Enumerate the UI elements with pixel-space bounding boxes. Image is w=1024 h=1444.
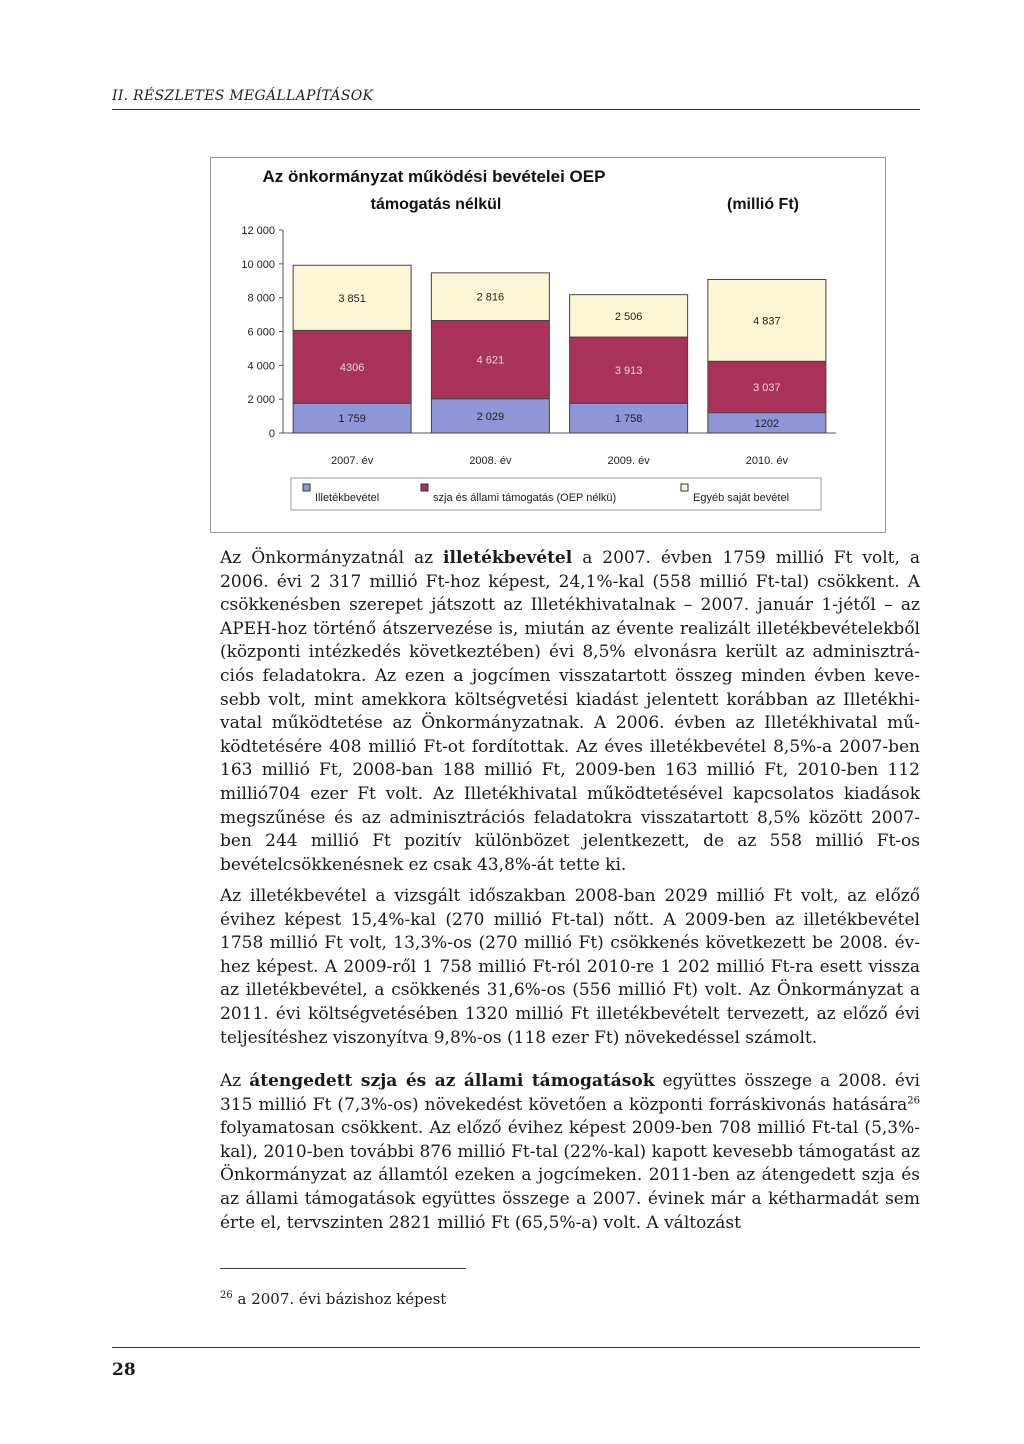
p1-pre: Az Önkormányzatnál az	[220, 548, 444, 568]
x-tick-label: 2009. év	[607, 455, 650, 467]
legend-entry: Illetékbevétel	[315, 492, 380, 504]
p3-post: folyamatosan csökkent. Az előző évihez képest 2009-ben 708 millió Ft-tal (5,3%-kal), 2010-ben további 876 millió Ft-tal (22%-kal) kapott kevesebb támogatást az Önkormányzat az államtól ezeken a jogcímeken. 2011-ben az átengedett szja és az állami támogatások együttes összege a 2007. évinek már a kétharmadát sem érte el, tervszinten 2821 millió Ft (65,5%-a) volt. A változást	[220, 1118, 920, 1233]
legend-swatch	[681, 484, 688, 491]
footnote	[220, 1290, 446, 1308]
legend-swatch	[303, 484, 310, 491]
y-tick-label: 0	[268, 428, 275, 440]
p3-mid: együttes összege a 2008. évi 315 millió Ft (7,3%-os) növekedést követően a központi forráskivonás hatására	[220, 1071, 920, 1115]
data-label: 4 837	[753, 315, 781, 328]
y-tick-label: 6 000	[247, 326, 275, 339]
chart-unit-label: (millió Ft)	[727, 196, 799, 213]
legend-swatch	[421, 484, 428, 491]
paragraph-illetekbevetel	[220, 547, 920, 877]
paragraph-illetekbevetel-trend: Az illetékbevétel a vizsgált időszakban 2008-ban 2029 millió Ft volt, az előző évihez képest 15,4%-kal (270 millió Ft-tal) nőtt. A 2009-ben az illetékbevétel 1758 millió Ft volt, 13,3%-os (270 millió Ft) csökkenés következett be 2008. évhez képest. A 2009-ről 1 758 millió Ft-ról 2010-re 1 202 millió Ft-ra esett vissza az illetékbevétel, a csökkenés 31,6%-os (556 millió Ft) volt. Az Önkormányzat a 2011. évi költségvetésében 1320 millió Ft illetékbevételt tervezett, az előző évi teljesítéshez viszonyítva 9,8%-os (118 ezer Ft) növekedéssel számolt.	[220, 886, 920, 1048]
footnote-number: 26	[220, 1290, 233, 1301]
x-tick-label: 2010. év	[745, 455, 788, 467]
data-label: 1202	[754, 417, 780, 430]
footer-rule	[112, 1347, 920, 1348]
data-label: 3 913	[614, 365, 643, 378]
p1-bold: illetékbevétel	[443, 548, 573, 568]
paragraph-szja	[220, 1070, 920, 1235]
header-rule	[112, 109, 920, 110]
p3-pre: Az	[220, 1071, 250, 1091]
y-tick-label: 4 000	[247, 360, 275, 373]
data-label: 2 029	[476, 410, 505, 423]
data-label: 3 037	[753, 381, 781, 394]
data-label: 2 816	[476, 291, 505, 304]
footnote-rule	[220, 1268, 466, 1269]
y-tick-label: 10 000	[241, 258, 275, 271]
data-label: 4306	[339, 361, 365, 374]
y-tick-label: 12 000	[241, 225, 275, 237]
data-label: 4 621	[476, 354, 505, 367]
data-label: 3 851	[338, 292, 366, 305]
data-label: 1 758	[614, 413, 643, 426]
page-number: 28	[112, 1360, 136, 1380]
y-tick-label: 8 000	[247, 292, 275, 305]
data-label: 1 759	[338, 413, 366, 426]
chart-title-line2: támogatás nélkül	[370, 196, 502, 213]
legend-entry: szja és állami támogatás (OEP nélkü)	[433, 492, 617, 504]
running-header: II. RÉSZLETES MEGÁLLAPÍTÁSOK	[112, 88, 374, 104]
footnote-text: a 2007. évi bázishoz képest	[232, 1290, 447, 1308]
chart-frame	[210, 157, 886, 533]
x-tick-label: 2007. év	[331, 455, 374, 467]
revenue-chart	[211, 158, 887, 534]
footnote-ref[interactable]: 26	[907, 1094, 920, 1106]
legend-entry: Egyéb saját bevétel	[693, 492, 790, 504]
p1-post: a 2007. évben 1759 millió Ft volt, a 2006. évi 2 317 millió Ft-hoz képest, 24,1%-kal (558 millió Ft-tal) csökkent. A csökkenésben szerepet játszott az Illetékhivatalnak – 2007. január 1-jétől – az APEH-hoz történő átszervezése is, miután az évente realizált illetékbevételekből (központi intézkedés következtében) évi 8,5% elvonásra került az adminisztrációs feladatokra. Az ezen a jogcímen visszatartott összeg minden évben kevesebb volt, mint amekkora költségvetési kiadást jelentett korábban az Illetékhivatal működtetése az Önkormányzatnak. A 2006. évben az Illetékhivatal működtetésére 408 millió Ft-ot fordítottak. Az éves illetékbevétel 8,5%-a 2007-ben 163 millió Ft, 2008-ban 188 millió Ft, 2009-ben 163 millió Ft, 2010-ben 112 millió704 ezer Ft volt. Az Illetékhivatal működtetésével kapcsolatos kiadások megszűnése és az adminisztrációs feladatokra visszatartott 8,5% között 2007-ben 244 millió Ft pozitív különbözet jelentkezett, de az 558 millió Ft-os bevételcsökkenésnek ez csak 43,8%-át tette ki.	[220, 548, 920, 875]
x-tick-label: 2008. év	[469, 455, 512, 467]
data-label: 2 506	[614, 310, 643, 323]
chart-title-line1: Az önkormányzat működési bevételei OEP	[262, 167, 606, 186]
y-tick-label: 2 000	[247, 394, 275, 407]
p3-bold: átengedett szja és az állami támogatások	[249, 1071, 655, 1091]
